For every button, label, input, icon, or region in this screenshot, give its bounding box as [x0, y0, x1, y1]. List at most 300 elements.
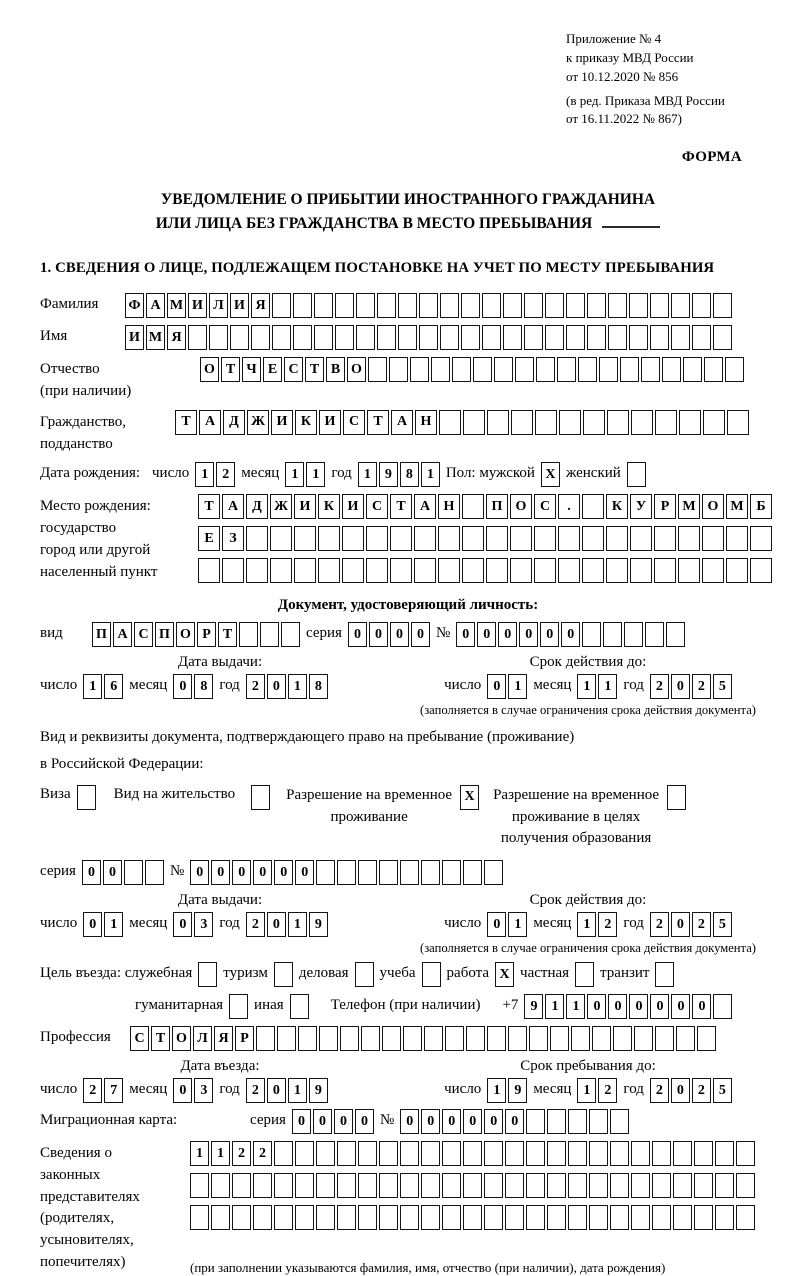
mig-series-cell[interactable]: 0	[292, 1109, 311, 1134]
representatives-cell[interactable]	[274, 1141, 293, 1166]
citizenship-cell[interactable]: А	[391, 410, 413, 435]
representatives-cell[interactable]	[505, 1141, 524, 1166]
id-issue-day-cell[interactable]: 1	[83, 674, 102, 699]
citizenship-cell[interactable]	[679, 410, 701, 435]
purpose-study-cell[interactable]	[422, 962, 441, 987]
representatives-cell[interactable]	[316, 1141, 335, 1166]
id-issue-year-cell[interactable]: 1	[288, 674, 307, 699]
surname-cell[interactable]	[398, 293, 417, 318]
surname-cell[interactable]	[335, 293, 354, 318]
birth-place-cell[interactable]	[390, 558, 412, 583]
patronymic-cell[interactable]	[641, 357, 660, 382]
profession-cell[interactable]: Т	[151, 1026, 170, 1051]
representatives-cell[interactable]	[652, 1205, 671, 1230]
profession-cell[interactable]	[298, 1026, 317, 1051]
permit-number-cell[interactable]: 0	[232, 860, 251, 885]
name-cell[interactable]: Я	[167, 325, 186, 350]
representatives-cell[interactable]	[547, 1173, 566, 1198]
entry-day-cell[interactable]: 2	[83, 1078, 102, 1103]
patronymic-cell[interactable]: Е	[263, 357, 282, 382]
profession-cell[interactable]	[361, 1026, 380, 1051]
permit-issue-month-cell[interactable]: 3	[194, 912, 213, 937]
birth-place-cell[interactable]	[702, 558, 724, 583]
citizenship-cell[interactable]	[631, 410, 653, 435]
phone-cell[interactable]: 1	[545, 994, 564, 1019]
representatives-cell[interactable]	[547, 1141, 566, 1166]
id-issue-month-cell[interactable]: 0	[173, 674, 192, 699]
mig-number-cell[interactable]: 0	[442, 1109, 461, 1134]
surname-cell[interactable]	[293, 293, 312, 318]
id-valid-day-cell[interactable]: 0	[487, 674, 506, 699]
temp-permit-checkbox-cell[interactable]: X	[460, 785, 479, 810]
citizenship-cell[interactable]: Т	[175, 410, 197, 435]
birth-place-cell[interactable]	[318, 558, 340, 583]
representatives-cell[interactable]	[694, 1173, 713, 1198]
patronymic-cell[interactable]: Т	[221, 357, 240, 382]
patronymic-cell[interactable]	[662, 357, 681, 382]
patronymic-cell[interactable]	[452, 357, 471, 382]
representatives-cell[interactable]	[253, 1173, 272, 1198]
id-number-cell[interactable]	[624, 622, 643, 647]
permit-valid-year-cell[interactable]: 2	[650, 912, 669, 937]
representatives-cell[interactable]	[568, 1205, 587, 1230]
id-number-cell[interactable]: 0	[561, 622, 580, 647]
name-cell[interactable]	[692, 325, 711, 350]
entry-year-cell[interactable]: 0	[267, 1078, 286, 1103]
surname-cell[interactable]	[356, 293, 375, 318]
permit-issue-day-cell[interactable]: 0	[83, 912, 102, 937]
birth-place-cell[interactable]	[390, 526, 412, 551]
male-checkbox-cell[interactable]: X	[541, 462, 560, 487]
surname-cell[interactable]	[272, 293, 291, 318]
purpose-tourism-cell[interactable]	[274, 962, 293, 987]
representatives-cell[interactable]	[610, 1205, 629, 1230]
profession-cell[interactable]	[508, 1026, 527, 1051]
id-number-cell[interactable]	[645, 622, 664, 647]
id-valid-year-cell[interactable]: 5	[713, 674, 732, 699]
id-series-cell[interactable]: 0	[369, 622, 388, 647]
representatives-cell[interactable]	[358, 1173, 377, 1198]
surname-cell[interactable]	[566, 293, 585, 318]
representatives-cell[interactable]	[379, 1205, 398, 1230]
permit-valid-day-cell[interactable]: 1	[508, 912, 527, 937]
name-cell[interactable]	[419, 325, 438, 350]
name-cell[interactable]	[713, 325, 732, 350]
entry-year-cell[interactable]: 2	[246, 1078, 265, 1103]
permit-series-cell[interactable]: 0	[82, 860, 101, 885]
profession-cell[interactable]	[340, 1026, 359, 1051]
citizenship-cell[interactable]: К	[295, 410, 317, 435]
birth-place-cell[interactable]: А	[414, 494, 436, 519]
mig-series-cell[interactable]: 0	[334, 1109, 353, 1134]
representatives-cell[interactable]	[337, 1205, 356, 1230]
patronymic-cell[interactable]	[473, 357, 492, 382]
representatives-cell[interactable]	[715, 1205, 734, 1230]
birth-place-cell[interactable]	[222, 558, 244, 583]
birth-place-cell[interactable]: И	[294, 494, 316, 519]
surname-cell[interactable]	[314, 293, 333, 318]
mig-number-cell[interactable]	[526, 1109, 545, 1134]
birth-place-cell[interactable]: Ж	[270, 494, 292, 519]
id-number-cell[interactable]	[666, 622, 685, 647]
profession-cell[interactable]	[697, 1026, 716, 1051]
patronymic-cell[interactable]	[368, 357, 387, 382]
stay-day-cell[interactable]: 9	[508, 1078, 527, 1103]
id-number-cell[interactable]	[603, 622, 622, 647]
representatives-cell[interactable]	[526, 1205, 545, 1230]
permit-issue-year-cell[interactable]: 1	[288, 912, 307, 937]
name-cell[interactable]	[629, 325, 648, 350]
citizenship-cell[interactable]	[463, 410, 485, 435]
name-cell[interactable]	[482, 325, 501, 350]
name-cell[interactable]	[671, 325, 690, 350]
representatives-cell[interactable]	[589, 1141, 608, 1166]
representatives-cell[interactable]	[463, 1205, 482, 1230]
birth-place-cell[interactable]: П	[486, 494, 508, 519]
permit-issue-day-cell[interactable]: 1	[104, 912, 123, 937]
profession-cell[interactable]: С	[130, 1026, 149, 1051]
patronymic-cell[interactable]: С	[284, 357, 303, 382]
birth-place-cell[interactable]	[342, 558, 364, 583]
citizenship-cell[interactable]	[727, 410, 749, 435]
profession-cell[interactable]	[613, 1026, 632, 1051]
profession-cell[interactable]	[403, 1026, 422, 1051]
surname-cell[interactable]	[608, 293, 627, 318]
birth-place-cell[interactable]	[414, 558, 436, 583]
birth-place-cell[interactable]	[318, 526, 340, 551]
representatives-cell[interactable]	[673, 1173, 692, 1198]
phone-cell[interactable]: 0	[587, 994, 606, 1019]
birth-place-cell[interactable]: Т	[198, 494, 220, 519]
surname-cell[interactable]	[440, 293, 459, 318]
doc-type-cell[interactable]: А	[113, 622, 132, 647]
id-number-cell[interactable]: 0	[498, 622, 517, 647]
representatives-cell[interactable]	[568, 1141, 587, 1166]
representatives-cell[interactable]	[736, 1141, 755, 1166]
permit-number-cell[interactable]	[358, 860, 377, 885]
profession-cell[interactable]: Л	[193, 1026, 212, 1051]
citizenship-cell[interactable]: И	[271, 410, 293, 435]
birth-place-cell[interactable]	[606, 558, 628, 583]
patronymic-cell[interactable]	[536, 357, 555, 382]
stay-year-cell[interactable]: 0	[671, 1078, 690, 1103]
name-cell[interactable]	[566, 325, 585, 350]
representatives-cell[interactable]	[652, 1141, 671, 1166]
name-cell[interactable]	[272, 325, 291, 350]
representatives-cell[interactable]	[421, 1205, 440, 1230]
representatives-cell[interactable]	[484, 1205, 503, 1230]
name-cell[interactable]	[545, 325, 564, 350]
permit-issue-month-cell[interactable]: 0	[173, 912, 192, 937]
birth-day-cell[interactable]: 1	[195, 462, 214, 487]
stay-year-cell[interactable]: 2	[692, 1078, 711, 1103]
name-cell[interactable]	[251, 325, 270, 350]
id-valid-year-cell[interactable]: 2	[650, 674, 669, 699]
representatives-cell[interactable]	[295, 1173, 314, 1198]
citizenship-cell[interactable]: С	[343, 410, 365, 435]
mig-number-cell[interactable]: 0	[400, 1109, 419, 1134]
name-cell[interactable]	[461, 325, 480, 350]
citizenship-cell[interactable]	[487, 410, 509, 435]
birth-place-cell[interactable]	[270, 558, 292, 583]
citizenship-cell[interactable]: Н	[415, 410, 437, 435]
citizenship-cell[interactable]: И	[319, 410, 341, 435]
representatives-cell[interactable]	[631, 1173, 650, 1198]
stay-year-cell[interactable]: 5	[713, 1078, 732, 1103]
profession-cell[interactable]	[424, 1026, 443, 1051]
citizenship-cell[interactable]	[607, 410, 629, 435]
birth-place-cell[interactable]	[630, 526, 652, 551]
id-valid-month-cell[interactable]: 1	[598, 674, 617, 699]
citizenship-cell[interactable]	[535, 410, 557, 435]
permit-series-cell[interactable]: 0	[103, 860, 122, 885]
representatives-cell[interactable]	[232, 1205, 251, 1230]
permit-valid-year-cell[interactable]: 2	[692, 912, 711, 937]
id-series-cell[interactable]: 0	[348, 622, 367, 647]
representatives-cell[interactable]	[610, 1141, 629, 1166]
birth-place-cell[interactable]	[462, 526, 484, 551]
birth-place-cell[interactable]	[366, 558, 388, 583]
representatives-cell[interactable]: 2	[232, 1141, 251, 1166]
representatives-cell[interactable]	[631, 1141, 650, 1166]
birth-place-cell[interactable]: Б	[750, 494, 772, 519]
birth-place-cell[interactable]: С	[366, 494, 388, 519]
mig-number-cell[interactable]: 0	[463, 1109, 482, 1134]
name-cell[interactable]	[608, 325, 627, 350]
permit-number-cell[interactable]	[400, 860, 419, 885]
patronymic-cell[interactable]	[515, 357, 534, 382]
birth-place-cell[interactable]: Д	[246, 494, 268, 519]
doc-type-cell[interactable]: П	[155, 622, 174, 647]
id-number-cell[interactable]	[582, 622, 601, 647]
stay-year-cell[interactable]: 2	[650, 1078, 669, 1103]
permit-valid-month-cell[interactable]: 1	[577, 912, 596, 937]
representatives-cell[interactable]	[484, 1141, 503, 1166]
patronymic-cell[interactable]	[557, 357, 576, 382]
representatives-cell[interactable]	[379, 1141, 398, 1166]
birth-place-cell[interactable]	[726, 526, 748, 551]
representatives-cell[interactable]	[463, 1173, 482, 1198]
representatives-cell[interactable]	[295, 1205, 314, 1230]
stay-day-cell[interactable]: 1	[487, 1078, 506, 1103]
birth-place-cell[interactable]: Р	[654, 494, 676, 519]
mig-series-cell[interactable]: 0	[313, 1109, 332, 1134]
birth-month-cell[interactable]: 1	[285, 462, 304, 487]
name-cell[interactable]	[314, 325, 333, 350]
entry-day-cell[interactable]: 7	[104, 1078, 123, 1103]
representatives-cell[interactable]	[211, 1173, 230, 1198]
birth-place-cell[interactable]	[702, 526, 724, 551]
birth-place-cell[interactable]	[558, 526, 580, 551]
entry-year-cell[interactable]: 9	[309, 1078, 328, 1103]
representatives-cell[interactable]	[505, 1173, 524, 1198]
representatives-cell[interactable]	[736, 1205, 755, 1230]
birth-place-cell[interactable]	[630, 558, 652, 583]
id-issue-day-cell[interactable]: 6	[104, 674, 123, 699]
permit-number-cell[interactable]: 0	[274, 860, 293, 885]
birth-place-cell[interactable]: М	[678, 494, 700, 519]
birth-place-cell[interactable]	[438, 558, 460, 583]
representatives-cell[interactable]	[211, 1205, 230, 1230]
profession-cell[interactable]	[592, 1026, 611, 1051]
representatives-cell[interactable]	[610, 1173, 629, 1198]
citizenship-cell[interactable]: Т	[367, 410, 389, 435]
representatives-cell[interactable]: 2	[253, 1141, 272, 1166]
birth-place-cell[interactable]	[510, 526, 532, 551]
permit-valid-month-cell[interactable]: 2	[598, 912, 617, 937]
representatives-cell[interactable]	[274, 1205, 293, 1230]
representatives-cell[interactable]	[442, 1173, 461, 1198]
permit-number-cell[interactable]	[337, 860, 356, 885]
mig-number-cell[interactable]	[589, 1109, 608, 1134]
surname-cell[interactable]: Л	[209, 293, 228, 318]
birth-place-cell[interactable]	[366, 526, 388, 551]
citizenship-cell[interactable]: А	[199, 410, 221, 435]
phone-cell[interactable]: 0	[608, 994, 627, 1019]
representatives-cell[interactable]: 1	[190, 1141, 209, 1166]
birth-place-cell[interactable]	[294, 558, 316, 583]
birth-place-cell[interactable]: О	[702, 494, 724, 519]
representatives-cell[interactable]	[400, 1205, 419, 1230]
birth-year-cell[interactable]: 9	[379, 462, 398, 487]
phone-cell[interactable]: 0	[629, 994, 648, 1019]
surname-cell[interactable]	[377, 293, 396, 318]
birth-year-cell[interactable]: 1	[421, 462, 440, 487]
citizenship-cell[interactable]	[583, 410, 605, 435]
doc-type-cell[interactable]	[239, 622, 258, 647]
surname-cell[interactable]	[713, 293, 732, 318]
birth-place-cell[interactable]	[486, 526, 508, 551]
mig-number-cell[interactable]	[610, 1109, 629, 1134]
phone-cell[interactable]	[713, 994, 732, 1019]
birth-place-cell[interactable]: И	[342, 494, 364, 519]
representatives-cell[interactable]	[589, 1173, 608, 1198]
birth-place-cell[interactable]	[558, 558, 580, 583]
representatives-cell[interactable]	[421, 1173, 440, 1198]
representatives-cell[interactable]	[442, 1205, 461, 1230]
patronymic-cell[interactable]	[620, 357, 639, 382]
permit-number-cell[interactable]	[484, 860, 503, 885]
birth-place-cell[interactable]	[462, 558, 484, 583]
representatives-cell[interactable]	[505, 1205, 524, 1230]
permit-number-cell[interactable]	[316, 860, 335, 885]
representatives-cell[interactable]	[316, 1173, 335, 1198]
birth-place-cell[interactable]	[414, 526, 436, 551]
surname-cell[interactable]	[503, 293, 522, 318]
birth-place-cell[interactable]	[246, 526, 268, 551]
permit-valid-year-cell[interactable]: 0	[671, 912, 690, 937]
representatives-cell[interactable]	[526, 1141, 545, 1166]
birth-place-cell[interactable]: .	[558, 494, 580, 519]
name-cell[interactable]	[335, 325, 354, 350]
name-cell[interactable]	[230, 325, 249, 350]
representatives-cell[interactable]	[190, 1173, 209, 1198]
profession-cell[interactable]	[676, 1026, 695, 1051]
birth-place-cell[interactable]: К	[318, 494, 340, 519]
stay-month-cell[interactable]: 2	[598, 1078, 617, 1103]
birth-place-cell[interactable]: С	[534, 494, 556, 519]
surname-cell[interactable]	[671, 293, 690, 318]
mig-number-cell[interactable]: 0	[484, 1109, 503, 1134]
birth-place-cell[interactable]	[582, 558, 604, 583]
profession-cell[interactable]	[571, 1026, 590, 1051]
profession-cell[interactable]	[655, 1026, 674, 1051]
id-series-cell[interactable]: 0	[411, 622, 430, 647]
patronymic-cell[interactable]	[725, 357, 744, 382]
name-cell[interactable]	[650, 325, 669, 350]
profession-cell[interactable]	[529, 1026, 548, 1051]
citizenship-cell[interactable]: Д	[223, 410, 245, 435]
birth-place-cell[interactable]: Е	[198, 526, 220, 551]
id-issue-month-cell[interactable]: 8	[194, 674, 213, 699]
birth-place-cell[interactable]	[534, 526, 556, 551]
profession-cell[interactable]	[487, 1026, 506, 1051]
purpose-transit-cell[interactable]	[655, 962, 674, 987]
birth-place-cell[interactable]	[246, 558, 268, 583]
representatives-cell[interactable]	[190, 1205, 209, 1230]
surname-cell[interactable]: И	[230, 293, 249, 318]
citizenship-cell[interactable]	[439, 410, 461, 435]
permit-number-cell[interactable]	[463, 860, 482, 885]
representatives-cell[interactable]	[547, 1205, 566, 1230]
entry-month-cell[interactable]: 3	[194, 1078, 213, 1103]
patronymic-cell[interactable]	[494, 357, 513, 382]
citizenship-cell[interactable]	[511, 410, 533, 435]
patronymic-cell[interactable]: О	[347, 357, 366, 382]
birth-place-cell[interactable]	[198, 558, 220, 583]
representatives-cell[interactable]	[274, 1173, 293, 1198]
birth-place-cell[interactable]: Т	[390, 494, 412, 519]
representatives-cell[interactable]	[379, 1173, 398, 1198]
name-cell[interactable]	[440, 325, 459, 350]
mig-series-cell[interactable]: 0	[355, 1109, 374, 1134]
id-issue-year-cell[interactable]: 2	[246, 674, 265, 699]
surname-cell[interactable]	[545, 293, 564, 318]
representatives-cell[interactable]	[316, 1205, 335, 1230]
purpose-work-cell[interactable]: X	[495, 962, 514, 987]
patronymic-cell[interactable]	[683, 357, 702, 382]
doc-type-cell[interactable]: Р	[197, 622, 216, 647]
permit-number-cell[interactable]: 0	[295, 860, 314, 885]
permit-issue-year-cell[interactable]: 9	[309, 912, 328, 937]
phone-cell[interactable]: 9	[524, 994, 543, 1019]
birth-place-cell[interactable]: У	[630, 494, 652, 519]
representatives-cell[interactable]	[253, 1205, 272, 1230]
phone-cell[interactable]: 0	[650, 994, 669, 1019]
representatives-cell[interactable]: 1	[211, 1141, 230, 1166]
representatives-cell[interactable]	[694, 1205, 713, 1230]
purpose-other-cell[interactable]	[290, 994, 309, 1019]
name-cell[interactable]: М	[146, 325, 165, 350]
id-valid-month-cell[interactable]: 1	[577, 674, 596, 699]
profession-cell[interactable]	[466, 1026, 485, 1051]
birth-place-cell[interactable]	[726, 558, 748, 583]
birth-place-cell[interactable]: Н	[438, 494, 460, 519]
id-number-cell[interactable]: 0	[540, 622, 559, 647]
permit-series-cell[interactable]	[145, 860, 164, 885]
surname-cell[interactable]	[482, 293, 501, 318]
id-issue-year-cell[interactable]: 8	[309, 674, 328, 699]
birth-place-cell[interactable]: К	[606, 494, 628, 519]
representatives-cell[interactable]	[673, 1141, 692, 1166]
birth-place-cell[interactable]	[270, 526, 292, 551]
name-cell[interactable]	[188, 325, 207, 350]
citizenship-cell[interactable]	[559, 410, 581, 435]
surname-cell[interactable]	[461, 293, 480, 318]
birth-place-cell[interactable]	[582, 494, 604, 519]
citizenship-cell[interactable]: Ж	[247, 410, 269, 435]
representatives-cell[interactable]	[295, 1141, 314, 1166]
